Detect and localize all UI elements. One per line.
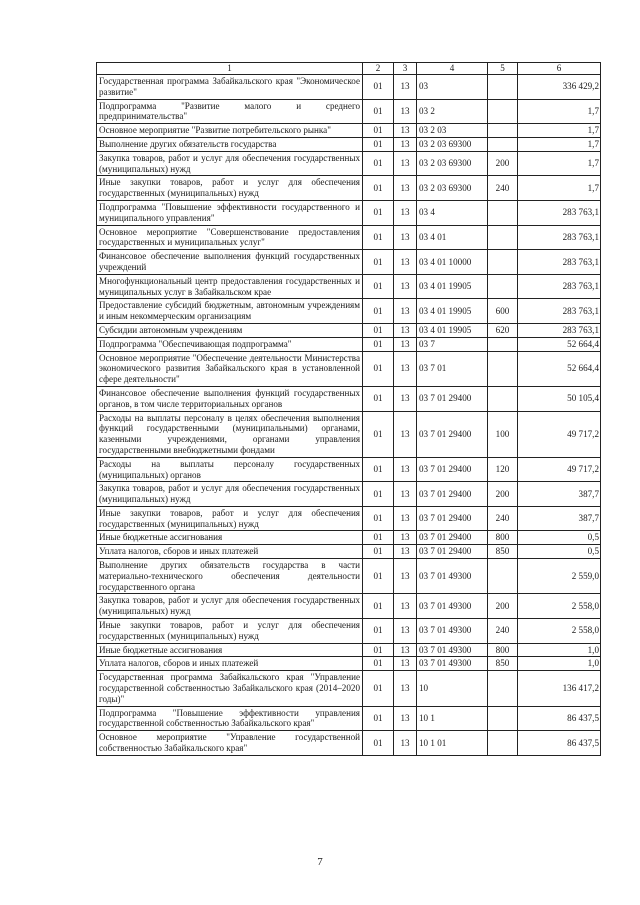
row-name-cell: Выполнение других обязательств государства [97,137,363,151]
header-cell: 4 [417,63,488,75]
row-amount-cell: 49 717,2 [518,411,601,457]
row-subsection-cell: 13 [394,531,417,545]
row-target-code-cell: 10 [417,671,488,706]
row-name-cell: Основное мероприятие "Обеспечение деятельности Министерства экономического развития Забайкальского края в установленной сфере деятельности" [97,351,363,386]
row-section-cell: 01 [363,75,394,100]
table-row [97,386,601,411]
row-name-cell: Финансовое обеспечение выполнения функций государственных органов, в том числе территориальных органов [97,386,363,411]
table-row [97,643,601,657]
table-row [97,657,601,671]
row-expense-type-cell [488,671,518,706]
row-name-cell: Расходы на выплаты персоналу государственных (муниципальных) органов [97,457,363,482]
row-name-cell: Иные закупки товаров, работ и услуг для обеспечения государственных (муниципальных) нужд [97,176,363,201]
row-name-cell: Подпрограмма "Повышение эффективности государственного и муниципального управления" [97,200,363,225]
row-amount-cell: 50 105,4 [518,386,601,411]
row-target-code-cell: 03 7 01 29400 [417,482,488,507]
row-target-code-cell: 03 2 [417,99,488,124]
row-expense-type-cell [488,731,518,756]
row-subsection-cell: 13 [394,151,417,176]
table-row [97,337,601,351]
row-subsection-cell: 13 [394,643,417,657]
row-name-cell: Иные закупки товаров, работ и услуг для обеспечения государственных (муниципальных) нужд [97,506,363,531]
row-amount-cell: 283 763,1 [518,323,601,337]
table-row [97,706,601,731]
row-expense-type-cell [488,75,518,100]
row-amount-cell: 0,5 [518,545,601,559]
row-name-cell: Основное мероприятие "Совершенствование предоставления государственных и муниципальных услуг" [97,225,363,250]
table-row [97,124,601,138]
row-subsection-cell: 13 [394,323,417,337]
row-subsection-cell: 13 [394,299,417,324]
row-target-code-cell: 03 7 01 29400 [417,531,488,545]
table-row [97,559,601,594]
row-amount-cell: 283 763,1 [518,299,601,324]
row-target-code-cell: 03 7 [417,337,488,351]
row-section-cell: 01 [363,137,394,151]
row-amount-cell: 1,7 [518,137,601,151]
table-row [97,274,601,299]
row-amount-cell: 336 429,2 [518,75,601,100]
row-subsection-cell: 13 [394,225,417,250]
row-target-code-cell: 03 4 01 19905 [417,274,488,299]
document-page [96,62,600,756]
row-target-code-cell: 03 7 01 [417,351,488,386]
row-amount-cell: 283 763,1 [518,200,601,225]
row-amount-cell: 86 437,5 [518,731,601,756]
row-target-code-cell: 10 1 [417,706,488,731]
row-expense-type-cell [488,225,518,250]
row-section-cell: 01 [363,225,394,250]
table-row [97,482,601,507]
row-section-cell: 01 [363,482,394,507]
header-cell: 5 [488,63,518,75]
row-target-code-cell: 03 4 01 [417,225,488,250]
row-target-code-cell: 03 7 01 49300 [417,643,488,657]
row-name-cell: Уплата налогов, сборов и иных платежей [97,545,363,559]
table-row [97,200,601,225]
row-name-cell: Государственная программа Забайкальского края "Управление государственной собственностью Забайкальского края (2014–2020 годы)" [97,671,363,706]
row-section-cell: 01 [363,531,394,545]
row-amount-cell: 2 559,0 [518,559,601,594]
row-expense-type-cell: 240 [488,506,518,531]
header-cell: 3 [394,63,417,75]
row-subsection-cell: 13 [394,545,417,559]
header-cell: 6 [518,63,601,75]
row-target-code-cell: 03 2 03 [417,124,488,138]
row-amount-cell: 2 558,0 [518,594,601,619]
row-name-cell: Закупка товаров, работ и услуг для обеспечения государственных (муниципальных) нужд [97,151,363,176]
row-name-cell: Многофункциональный центр предоставления государственных и муниципальных услуг в Забайкальском крае [97,274,363,299]
header-cell: 2 [363,63,394,75]
row-section-cell: 01 [363,643,394,657]
row-subsection-cell: 13 [394,506,417,531]
row-expense-type-cell: 850 [488,545,518,559]
row-name-cell: Иные закупки товаров, работ и услуг для обеспечения государственных (муниципальных) нужд [97,619,363,644]
row-target-code-cell: 03 7 01 49300 [417,594,488,619]
row-expense-type-cell: 200 [488,151,518,176]
row-section-cell: 01 [363,99,394,124]
row-amount-cell: 387,7 [518,506,601,531]
row-expense-type-cell: 620 [488,323,518,337]
row-subsection-cell: 13 [394,731,417,756]
row-expense-type-cell [488,137,518,151]
row-expense-type-cell [488,386,518,411]
table-row [97,137,601,151]
row-subsection-cell: 13 [394,657,417,671]
row-amount-cell: 283 763,1 [518,225,601,250]
row-subsection-cell: 13 [394,99,417,124]
row-section-cell: 01 [363,351,394,386]
row-name-cell: Закупка товаров, работ и услуг для обеспечения государственных (муниципальных) нужд [97,594,363,619]
row-name-cell: Основное мероприятие "Управление государственной собственностью Забайкальского края" [97,731,363,756]
row-section-cell: 01 [363,671,394,706]
table-body [97,75,601,756]
row-expense-type-cell [488,351,518,386]
row-subsection-cell: 13 [394,386,417,411]
table-row [97,411,601,457]
table-row [97,351,601,386]
row-amount-cell: 52 664,4 [518,337,601,351]
row-section-cell: 01 [363,176,394,201]
row-section-cell: 01 [363,274,394,299]
row-target-code-cell: 03 4 01 19905 [417,299,488,324]
row-expense-type-cell [488,337,518,351]
header-row [97,63,601,75]
row-subsection-cell: 13 [394,482,417,507]
row-name-cell: Расходы на выплаты персоналу в целях обеспечения выполнения функций государственными (муниципальными) органами, казенными учреждениями, органами управления государственными внебюджетными фондами [97,411,363,457]
row-expense-type-cell [488,706,518,731]
row-section-cell: 01 [363,731,394,756]
row-name-cell: Субсидии автономным учреждениям [97,323,363,337]
row-expense-type-cell: 240 [488,176,518,201]
row-amount-cell: 52 664,4 [518,351,601,386]
row-section-cell: 01 [363,386,394,411]
row-name-cell: Иные бюджетные ассигнования [97,643,363,657]
row-target-code-cell: 03 2 03 69300 [417,176,488,201]
row-name-cell: Иные бюджетные ассигнования [97,531,363,545]
table-row [97,531,601,545]
table-row [97,75,601,100]
row-target-code-cell: 03 2 03 69300 [417,137,488,151]
row-name-cell: Государственная программа Забайкальского края "Экономическое развитие" [97,75,363,100]
row-section-cell: 01 [363,545,394,559]
row-section-cell: 01 [363,706,394,731]
row-amount-cell: 1,0 [518,643,601,657]
row-subsection-cell: 13 [394,619,417,644]
row-target-code-cell: 03 7 01 29400 [417,411,488,457]
row-section-cell: 01 [363,457,394,482]
row-expense-type-cell: 850 [488,657,518,671]
table-row [97,457,601,482]
row-subsection-cell: 13 [394,706,417,731]
row-subsection-cell: 13 [394,176,417,201]
row-subsection-cell: 13 [394,411,417,457]
row-name-cell: Основное мероприятие "Развитие потребительского рынка" [97,124,363,138]
row-target-code-cell: 03 2 03 69300 [417,151,488,176]
row-expense-type-cell: 600 [488,299,518,324]
row-subsection-cell: 13 [394,274,417,299]
row-subsection-cell: 13 [394,594,417,619]
row-subsection-cell: 13 [394,124,417,138]
row-expense-type-cell [488,250,518,275]
row-amount-cell: 0,5 [518,531,601,545]
table-row [97,594,601,619]
row-name-cell: Закупка товаров, работ и услуг для обеспечения государственных (муниципальных) нужд [97,482,363,507]
row-expense-type-cell: 100 [488,411,518,457]
row-subsection-cell: 13 [394,351,417,386]
row-expense-type-cell: 240 [488,619,518,644]
row-amount-cell: 1,0 [518,657,601,671]
table-row [97,731,601,756]
row-subsection-cell: 13 [394,337,417,351]
table-row [97,619,601,644]
row-amount-cell: 1,7 [518,124,601,138]
table-row [97,506,601,531]
row-name-cell: Подпрограмма "Повышение эффективности управления государственной собственностью Забайкальского края" [97,706,363,731]
row-expense-type-cell: 200 [488,482,518,507]
row-subsection-cell: 13 [394,75,417,100]
row-subsection-cell: 13 [394,559,417,594]
table-row [97,99,601,124]
row-expense-type-cell: 120 [488,457,518,482]
row-section-cell: 01 [363,411,394,457]
row-amount-cell: 283 763,1 [518,274,601,299]
row-section-cell: 01 [363,200,394,225]
row-section-cell: 01 [363,299,394,324]
row-subsection-cell: 13 [394,250,417,275]
row-subsection-cell: 13 [394,137,417,151]
row-amount-cell: 86 437,5 [518,706,601,731]
row-section-cell: 01 [363,323,394,337]
row-amount-cell: 1,7 [518,151,601,176]
row-subsection-cell: 13 [394,200,417,225]
row-target-code-cell: 03 7 01 49300 [417,559,488,594]
header-cell: 1 [97,63,363,75]
row-amount-cell: 283 763,1 [518,250,601,275]
row-section-cell: 01 [363,619,394,644]
row-amount-cell: 387,7 [518,482,601,507]
row-expense-type-cell: 800 [488,531,518,545]
row-amount-cell: 1,7 [518,99,601,124]
row-expense-type-cell [488,274,518,299]
row-expense-type-cell: 200 [488,594,518,619]
row-target-code-cell: 03 7 01 29400 [417,457,488,482]
row-target-code-cell: 03 7 01 49300 [417,657,488,671]
row-subsection-cell: 13 [394,457,417,482]
row-name-cell: Уплата налогов, сборов и иных платежей [97,657,363,671]
row-section-cell: 01 [363,151,394,176]
row-subsection-cell: 13 [394,671,417,706]
row-name-cell: Подпрограмма "Развитие малого и среднего предпринимательства" [97,99,363,124]
row-expense-type-cell [488,200,518,225]
row-target-code-cell: 03 4 01 10000 [417,250,488,275]
row-name-cell: Подпрограмма "Обеспечивающая подпрограмма" [97,337,363,351]
table-row [97,250,601,275]
row-section-cell: 01 [363,594,394,619]
row-amount-cell: 1,7 [518,176,601,201]
table-row [97,671,601,706]
row-name-cell: Финансовое обеспечение выполнения функций государственных учреждений [97,250,363,275]
row-target-code-cell: 03 7 01 29400 [417,545,488,559]
row-target-code-cell: 03 7 01 49300 [417,619,488,644]
row-section-cell: 01 [363,506,394,531]
row-expense-type-cell [488,124,518,138]
row-section-cell: 01 [363,124,394,138]
row-expense-type-cell [488,559,518,594]
row-section-cell: 01 [363,559,394,594]
table-row [97,176,601,201]
table-row [97,225,601,250]
row-name-cell: Выполнение других обязательств государства в части материально-технического обеспечения деятельности государственного органа [97,559,363,594]
row-section-cell: 01 [363,250,394,275]
row-expense-type-cell: 800 [488,643,518,657]
budget-table [96,62,601,756]
row-target-code-cell: 03 4 [417,200,488,225]
table-row [97,151,601,176]
row-target-code-cell: 10 1 01 [417,731,488,756]
row-target-code-cell: 03 [417,75,488,100]
row-target-code-cell: 03 4 01 19905 [417,323,488,337]
row-target-code-cell: 03 7 01 29400 [417,506,488,531]
table-row [97,299,601,324]
row-name-cell: Предоставление субсидий бюджетным, автономным учреждениям и иным некоммерческим организациям [97,299,363,324]
page-number: 7 [317,856,323,868]
row-expense-type-cell [488,99,518,124]
row-target-code-cell: 03 7 01 29400 [417,386,488,411]
row-amount-cell: 136 417,2 [518,671,601,706]
row-section-cell: 01 [363,337,394,351]
row-amount-cell: 2 558,0 [518,619,601,644]
table-row [97,545,601,559]
row-amount-cell: 49 717,2 [518,457,601,482]
table-row [97,323,601,337]
row-section-cell: 01 [363,657,394,671]
